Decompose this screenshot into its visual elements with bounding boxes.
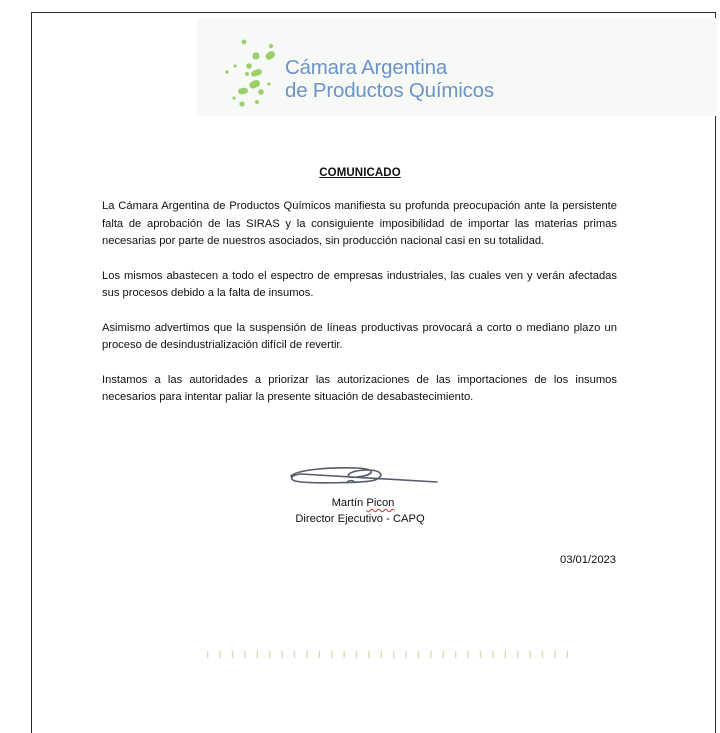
- footer-dot: [281, 651, 282, 658]
- footer-dot: [207, 651, 208, 658]
- footer-dot: [467, 651, 468, 658]
- footer-dot: [517, 651, 518, 658]
- handwritten-signature: [287, 462, 447, 492]
- molecule-dots-icon: [225, 36, 285, 112]
- logo-line-1: Cámara Argentina: [285, 56, 448, 79]
- signer-title: Director Ejecutivo - CAPQ: [295, 513, 425, 525]
- organization-logo-text: [285, 56, 494, 102]
- footer-dot: [492, 651, 493, 658]
- footer-dot: [331, 651, 332, 658]
- footer-dot: [443, 651, 444, 658]
- footer-dot: [542, 651, 543, 658]
- signer-first-name: Martín: [331, 497, 364, 509]
- footer-dot: [505, 651, 506, 658]
- footer-dot: [257, 651, 258, 658]
- footer-dot: [529, 651, 530, 658]
- footer-dot: [567, 651, 568, 658]
- signer-name: [0, 497, 720, 509]
- footer-dot: [244, 651, 245, 658]
- paragraph-2: Los mismos abastecen a todo el espectro de empresas industriales, las cuales ven y verán afectadas sus procesos debido a la falta de insumos.: [102, 269, 617, 299]
- footer-dot: [232, 651, 233, 658]
- footer-dot: [393, 651, 394, 658]
- footer-dot: [368, 651, 369, 658]
- logo-line-2: de Productos Químicos: [285, 79, 494, 102]
- document-title: COMUNICADO: [319, 167, 401, 179]
- document-body: [102, 198, 617, 424]
- footer-dot: [405, 651, 406, 658]
- footer-dot: [306, 651, 307, 658]
- footer-dot: [455, 651, 456, 658]
- footer-dot: [381, 651, 382, 658]
- footer-dot: [343, 651, 344, 658]
- footer-dot: [554, 651, 555, 658]
- footer-dots-decoration: [205, 650, 575, 660]
- footer-dot: [356, 651, 357, 658]
- footer-dot: [294, 651, 295, 658]
- footer-dot: [430, 651, 431, 658]
- document-date: 03/01/2023: [560, 554, 616, 566]
- footer-dot: [319, 651, 320, 658]
- footer-dot: [480, 651, 481, 658]
- footer-dot: [219, 651, 220, 658]
- footer-dot: [418, 651, 419, 658]
- paragraph-1: La Cámara Argentina de Productos Químicos manifiesta su profunda preocupación ante la persistente falta de aprobación de las SIRAS y la consiguiente imposibilidad de importar las materias primas necesarias por parte de nuestros asociados, sin producción nacional casi en su totalidad.: [102, 200, 617, 247]
- footer-dot: [269, 651, 270, 658]
- paragraph-4: Instamos a las autoridades a priorizar las autorizaciones de las importaciones de los insumos necesarios para intentar paliar la presente situación de desabastecimiento.: [102, 373, 617, 403]
- paragraph-3: Asimismo advertimos que la suspensión de líneas productivas provocará a corto o mediano plazo un proceso de desindustrialización difícil de revertir.: [102, 321, 617, 351]
- signer-last-name: Picon: [366, 497, 395, 509]
